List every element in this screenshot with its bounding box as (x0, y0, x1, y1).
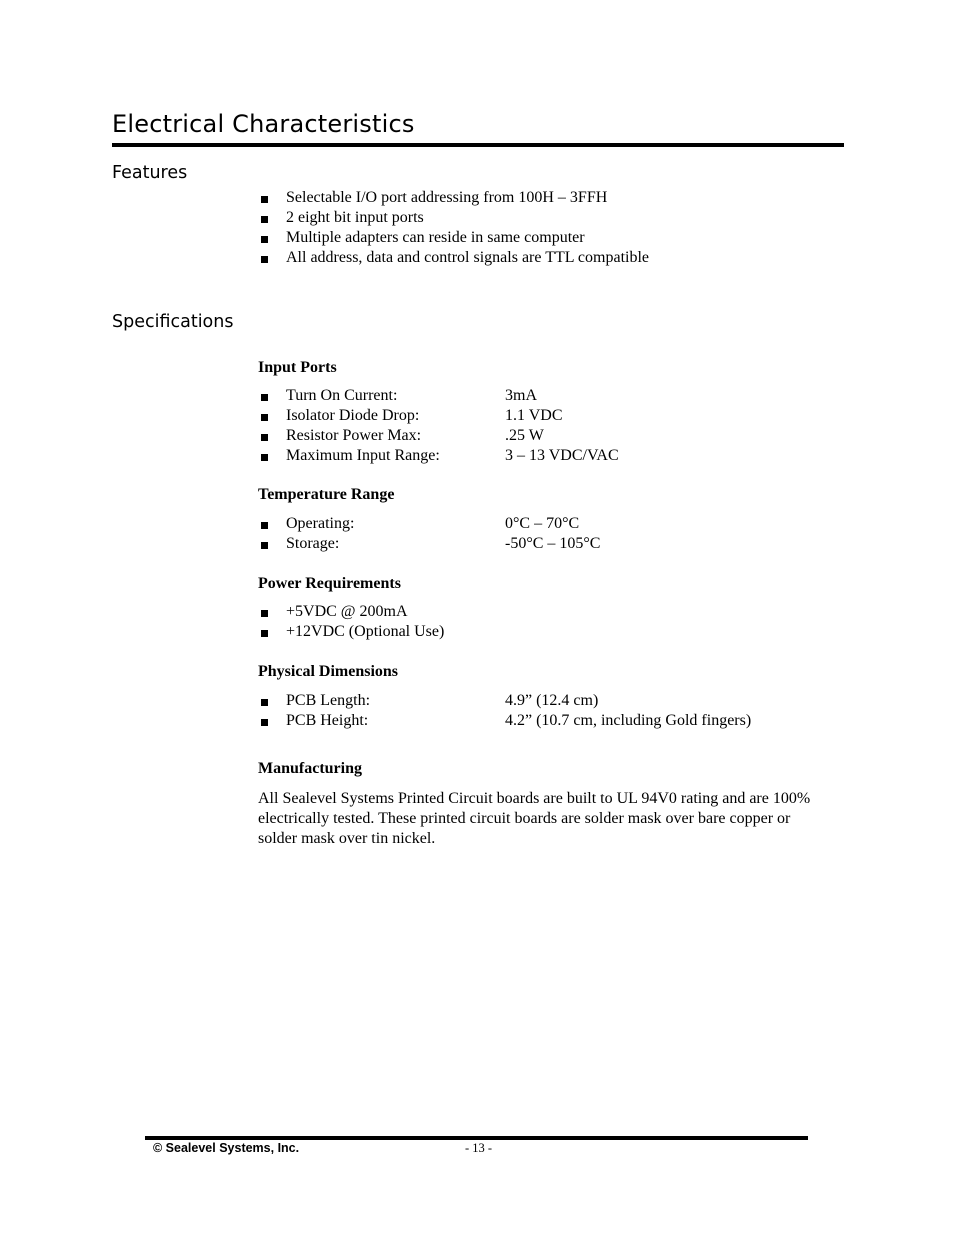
manufacturing-heading: Manufacturing (258, 760, 362, 777)
features-heading: Features (112, 163, 188, 183)
spec-value: .25 W (505, 427, 544, 444)
spec-value: 3 – 13 VDC/VAC (505, 447, 619, 464)
bullet-icon (261, 236, 268, 243)
list-item: Selectable I/O port addressing from 100H – 3FFH (258, 188, 649, 208)
bullet-icon (261, 719, 268, 726)
spec-label: Maximum Input Range: (286, 447, 440, 464)
specifications-heading: Specifications (112, 312, 234, 332)
spec-label: Operating: (286, 515, 355, 532)
spec-row (258, 711, 752, 731)
list-item: 2 eight bit input ports (258, 208, 649, 228)
spec-label: Isolator Diode Drop: (286, 407, 420, 424)
input-ports-list (258, 386, 619, 466)
spec-label: PCB Length: (286, 692, 371, 709)
bullet-icon (261, 610, 268, 617)
bullet-icon (261, 522, 268, 529)
spec-row (258, 406, 563, 426)
spec-value: -50°C – 105°C (505, 535, 601, 552)
spec-label: Storage: (286, 535, 340, 552)
bullet-icon (261, 216, 268, 223)
bullet-icon (261, 434, 268, 441)
spec-row (258, 534, 601, 554)
bullet-icon (261, 414, 268, 421)
features-list (258, 188, 649, 268)
page-title: Electrical Characteristics (112, 110, 415, 138)
bullet-icon (261, 542, 268, 549)
bullet-icon (261, 630, 268, 637)
temperature-range-heading: Temperature Range (258, 486, 395, 503)
page-number: - 13 - (465, 1141, 493, 1155)
bullet-icon (261, 394, 268, 401)
bullet-icon (261, 256, 268, 263)
spec-row (258, 514, 580, 534)
dimensions-list (258, 691, 752, 731)
list-item: +12VDC (Optional Use) (258, 622, 444, 642)
footer-copyright: © Sealevel Systems, Inc. (153, 1141, 300, 1155)
power-requirements-heading: Power Requirements (258, 575, 401, 592)
spec-row (258, 426, 544, 446)
spec-value: 1.1 VDC (505, 407, 563, 424)
manufacturing-text: All Sealevel Systems Printed Circuit boards are built to UL 94V0 rating and are 100% electrically tested. These printed circuit boards are solder mask over bare copper or solder mask over tin nickel. (258, 790, 811, 847)
spec-value: 4.9” (12.4 cm) (505, 692, 599, 709)
spec-row (258, 691, 599, 711)
bullet-icon (261, 196, 268, 203)
physical-dimensions-heading: Physical Dimensions (258, 663, 399, 680)
spec-label: PCB Height: (286, 712, 369, 729)
input-ports-heading: Input Ports (258, 359, 337, 376)
bullet-icon (261, 454, 268, 461)
list-item: Multiple adapters can reside in same computer (258, 228, 649, 248)
temperature-list (258, 514, 601, 554)
power-list (258, 602, 444, 642)
title-divider (112, 143, 844, 147)
spec-value: 3mA (505, 387, 537, 404)
list-item: All address, data and control signals are TTL compatible (258, 248, 649, 268)
spec-value: 4.2” (10.7 cm, including Gold fingers) (505, 712, 752, 729)
spec-row (258, 446, 619, 466)
spec-label: Resistor Power Max: (286, 427, 422, 444)
bullet-icon (261, 699, 268, 706)
spec-label: Turn On Current: (286, 387, 398, 404)
spec-row (258, 386, 537, 406)
spec-value: 0°C – 70°C (505, 515, 580, 532)
list-item: +5VDC @ 200mA (258, 602, 444, 622)
footer-divider (145, 1136, 808, 1140)
